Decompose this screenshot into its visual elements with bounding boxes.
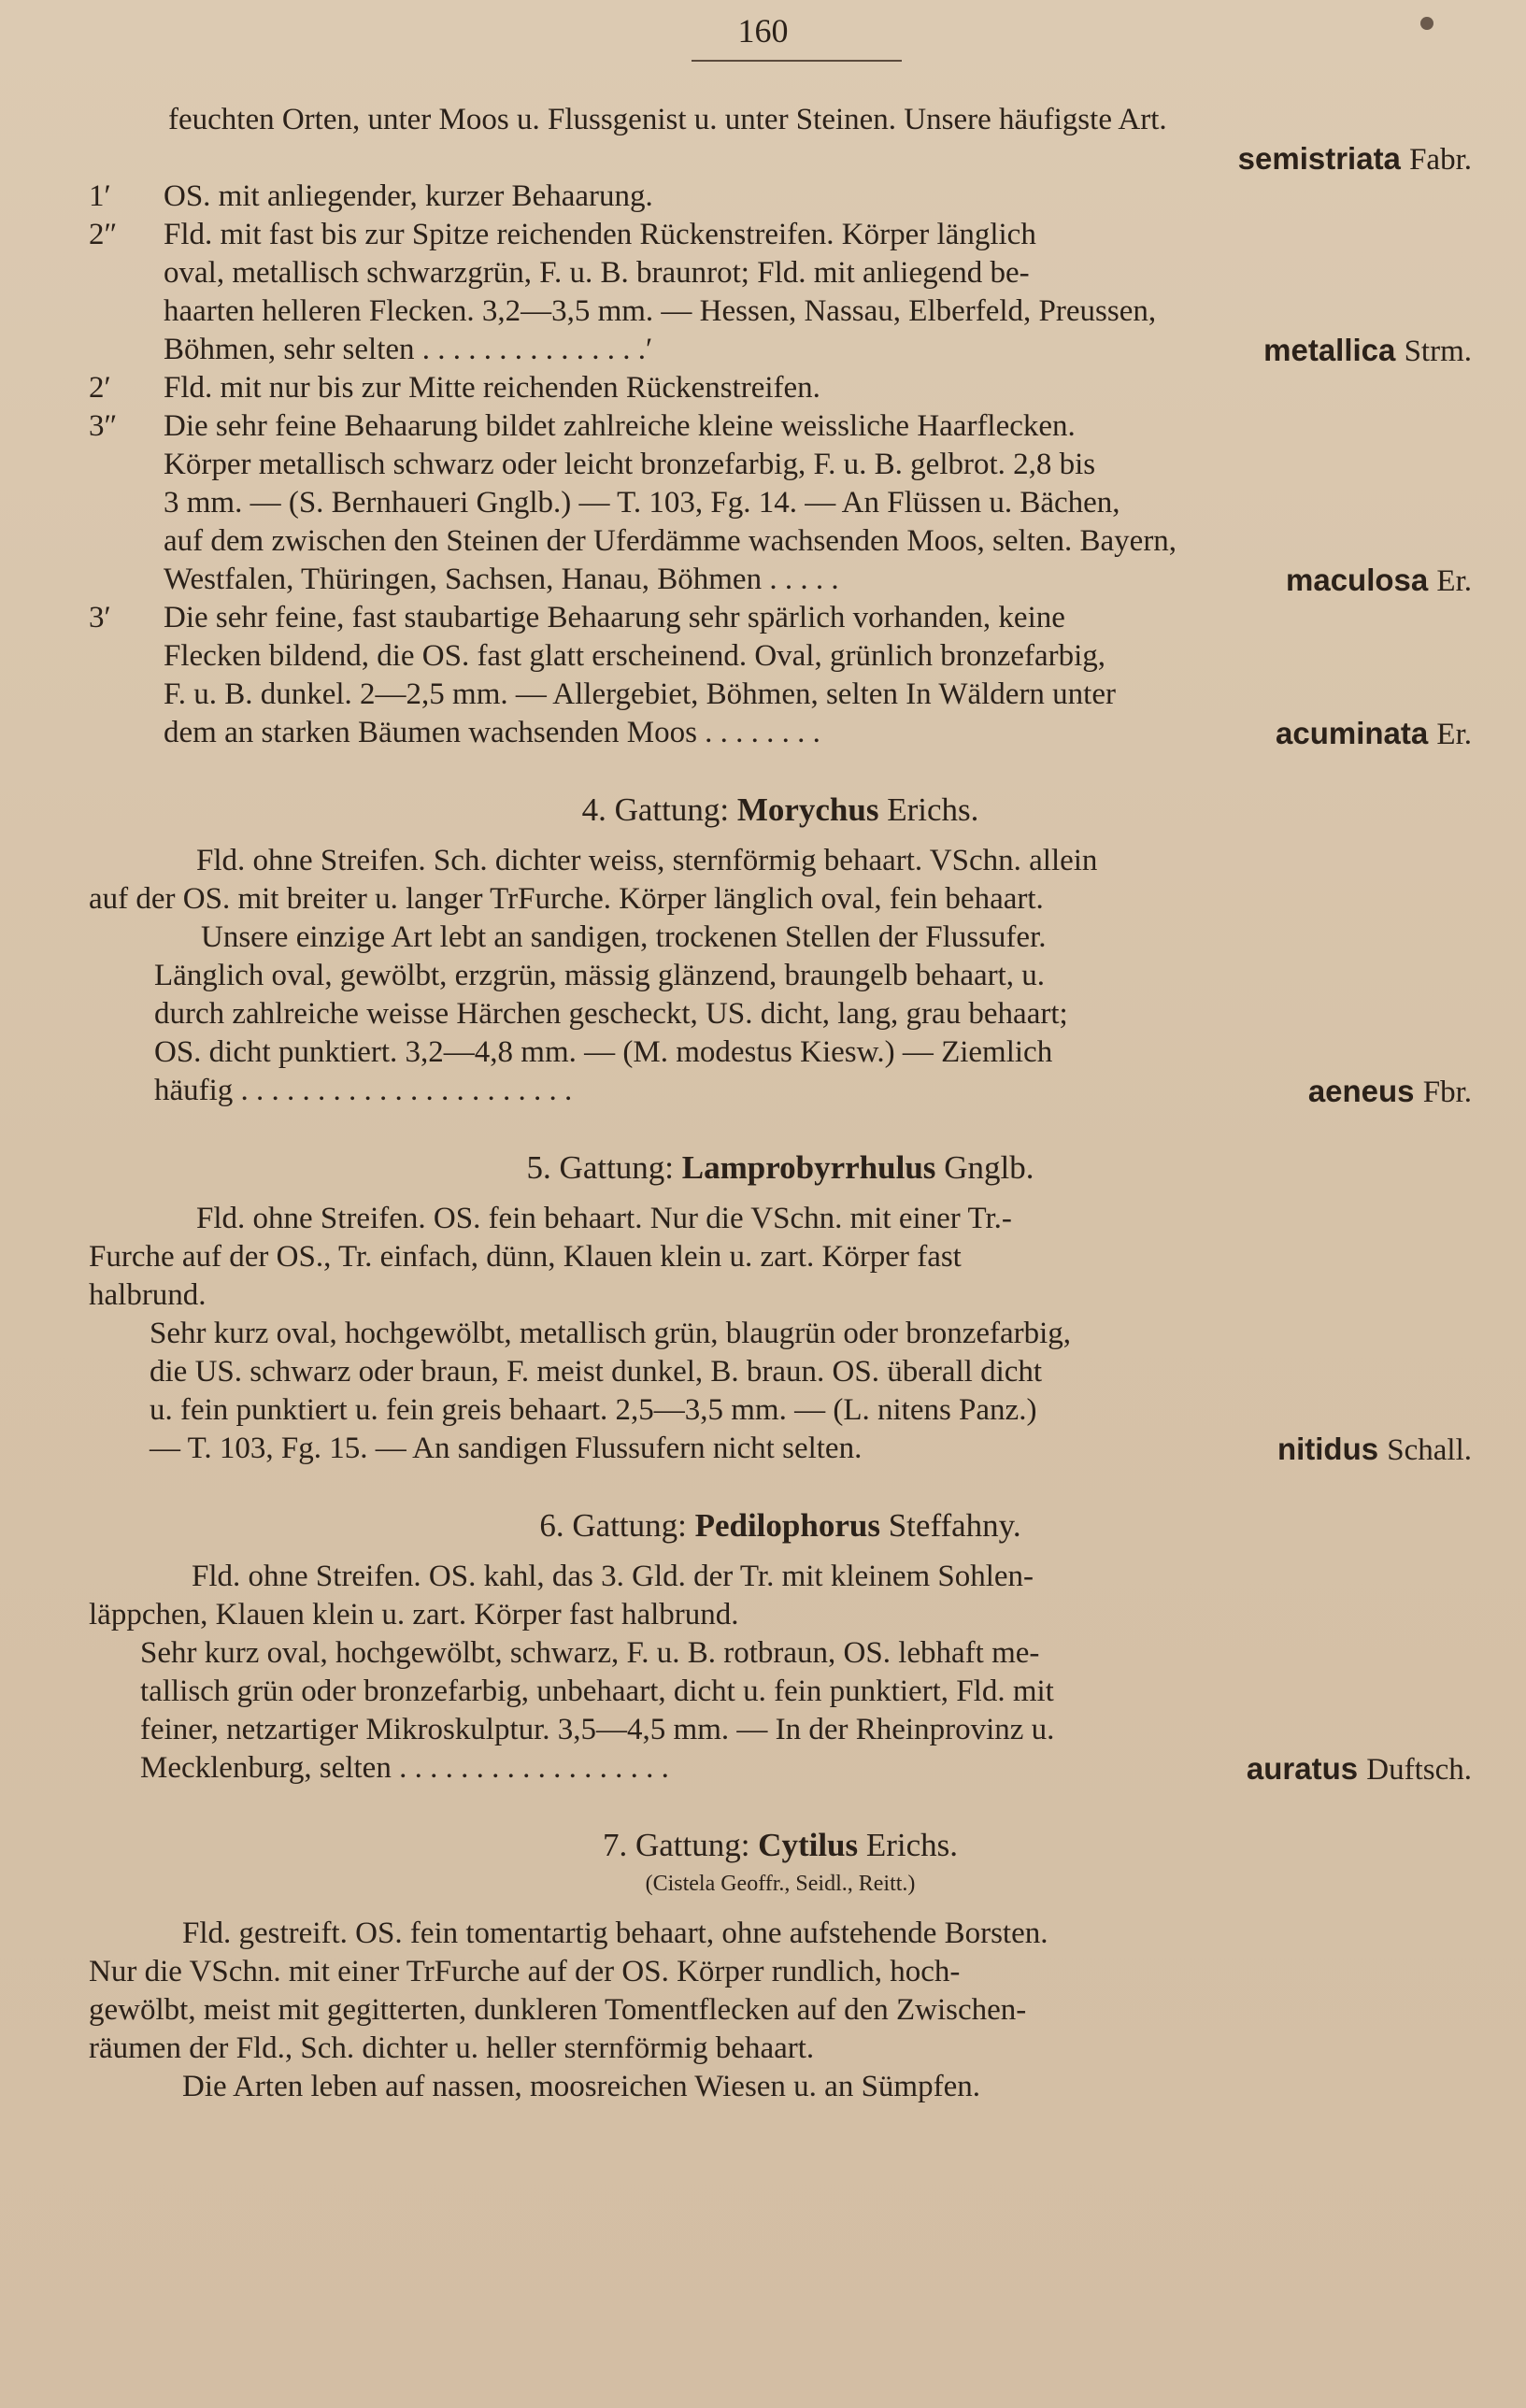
key-line: 2′ Fld. mit nur bis zur Mitte reichenden Rückenstreifen.	[89, 369, 1472, 407]
species-name: nitidus Schall.	[1276, 1432, 1472, 1467]
text-line: OS. dicht punktiert. 3,2—4,8 mm. — (M. modestus Kiesw.) — Ziemlich	[154, 1035, 1053, 1069]
text-line: Fld. gestreift. OS. fein tomentartig behaart, ohne aufstehende Borsten.	[182, 1916, 1048, 1950]
key-marker: 2′	[89, 371, 111, 405]
key-line: 1′ OS. mit anliegender, kurzer Behaarung.	[89, 178, 1472, 216]
text-line: Mecklenburg, selten . . . . . . . . . . . . . . . . . . auratus Duftsch.	[89, 1749, 1472, 1788]
species-line	[89, 139, 1472, 178]
key-marker: 1′	[89, 179, 111, 213]
text-line: F. u. B. dunkel. 2—2,5 mm. — Allergebiet, Böhmen, selten In Wäldern unter	[164, 677, 1116, 711]
text-line: feuchten Orten, unter Moos u. Flussgenist u. unter Steinen. Unsere häufigste Art.	[168, 103, 1167, 136]
species-name: aeneus Fbr.	[1307, 1074, 1472, 1109]
paper-spot	[1420, 17, 1433, 30]
text-line: Fld. ohne Streifen. Sch. dichter weiss, sternförmig behaart. VSchn. allein	[196, 844, 1098, 877]
text-line: läppchen, Klauen klein u. zart. Körper fast halbrund.	[89, 1598, 739, 1631]
key-marker: 3′	[89, 601, 111, 634]
genus-heading: 6. Gattung: Pedilophorus Steffahny.	[539, 1507, 1021, 1544]
text-line: die US. schwarz oder braun, F. meist dunkel, B. braun. OS. überall dicht	[150, 1355, 1043, 1389]
species-name: auratus Duftsch.	[1246, 1751, 1472, 1787]
text-line: Fld. ohne Streifen. OS. fein behaart. Nur die VSchn. mit einer Tr.-	[196, 1202, 1012, 1235]
text-line: durch zahlreiche weisse Härchen gescheckt, US. dicht, lang, grau behaart;	[154, 997, 1068, 1031]
text-line: Böhmen, sehr selten . . . . . . . . . . . . . . .′ metallica Strm.	[89, 331, 1472, 369]
genus-heading: 7. Gattung: Cytilus Erichs.	[602, 1827, 959, 1863]
text-line: Nur die VSchn. mit einer TrFurche auf der OS. Körper rundlich, hoch-	[89, 1955, 961, 1988]
text-line: häufig . . . . . . . . . . . . . . . . . . . . . . aeneus Fbr.	[89, 1072, 1472, 1110]
text-line: feiner, netzartiger Mikroskulptur. 3,5—4,5 mm. — In der Rheinprovinz u.	[140, 1713, 1055, 1746]
species-name: acuminata Er.	[1276, 716, 1472, 751]
key-line: 3′ Die sehr feine, fast staubartige Behaarung sehr spärlich vorhanden, keine	[89, 599, 1472, 637]
species-name: metallica Strm.	[1263, 333, 1472, 368]
text-line: Die Arten leben auf nassen, moosreichen Wiesen u. an Sümpfen.	[182, 2070, 980, 2103]
page-content	[89, 101, 1472, 2106]
species-name: semistriata Fabr.	[1237, 141, 1472, 177]
text-line: Unsere einzige Art lebt an sandigen, trockenen Stellen der Flussufer.	[201, 920, 1047, 954]
key-marker: 2″	[89, 218, 118, 251]
text-line: haarten helleren Flecken. 3,2—3,5 mm. — Hessen, Nassau, Elberfeld, Preussen,	[164, 294, 1157, 328]
text-line: räumen der Fld., Sch. dichter u. heller sternförmig behaart.	[89, 2031, 815, 2065]
header-rule	[692, 60, 902, 62]
text-line: tallisch grün oder bronzefarbig, unbehaart, dicht u. fein punktiert, Fld. mit	[140, 1674, 1054, 1708]
genus-heading: 4. Gattung: Morychus Erichs.	[581, 791, 979, 828]
text-line: — T. 103, Fg. 15. — An sandigen Flussufern nicht selten. nitidus Schall.	[89, 1430, 1472, 1468]
text-line: Fld. ohne Streifen. OS. kahl, das 3. Gld. der Tr. mit kleinem Sohlen-	[192, 1560, 1034, 1593]
text-line: gewölbt, meist mit gegitterten, dunkleren Tomentflecken auf den Zwischen-	[89, 1993, 1027, 2027]
text-line: Sehr kurz oval, hochgewölbt, metallisch grün, blaugrün oder bronzefarbig,	[150, 1317, 1072, 1350]
species-name: maculosa Er.	[1286, 563, 1472, 598]
text-line: Furche auf der OS., Tr. einfach, dünn, Klauen klein u. zart. Körper fast	[89, 1240, 962, 1274]
key-marker: 3″	[89, 409, 118, 443]
text-line: oval, metallisch schwarzgrün, F. u. B. braunrot; Fld. mit anliegend be-	[164, 256, 1030, 290]
page-number: 160	[737, 12, 789, 50]
text-line: auf dem zwischen den Steinen der Uferdämme wachsenden Moos, selten. Bayern,	[164, 524, 1177, 558]
text-line: auf der OS. mit breiter u. langer TrFurche. Körper länglich oval, fein behaart.	[89, 882, 1044, 916]
text-line: halbrund.	[89, 1278, 207, 1312]
text-line: Sehr kurz oval, hochgewölbt, schwarz, F. u. B. rotbraun, OS. lebhaft me-	[140, 1636, 1040, 1670]
key-line: 2″ Fld. mit fast bis zur Spitze reichenden Rückenstreifen. Körper länglich	[89, 216, 1472, 254]
text-line: Flecken bildend, die OS. fast glatt erscheinend. Oval, grünlich bronzefarbig,	[164, 639, 1106, 673]
genus-synonyms: (Cistela Geoffr., Seidl., Reitt.)	[645, 1872, 916, 1896]
text-line: 3 mm. — (S. Bernhaueri Gnglb.) — T. 103, Fg. 14. — An Flüssen u. Bächen,	[164, 486, 1120, 520]
text-line: Länglich oval, gewölbt, erzgrün, mässig glänzend, braungelb behaart, u.	[154, 959, 1046, 992]
text-line: u. fein punktiert u. fein greis behaart. 2,5—3,5 mm. — (L. nitens Panz.)	[150, 1393, 1037, 1427]
text-line: Westfalen, Thüringen, Sachsen, Hanau, Böhmen . . . . . maculosa Er.	[89, 561, 1472, 599]
text-line: Körper metallisch schwarz oder leicht bronzefarbig, F. u. B. gelbrot. 2,8 bis	[164, 448, 1096, 481]
key-line: 3″ Die sehr feine Behaarung bildet zahlreiche kleine weissliche Haarflecken.	[89, 407, 1472, 446]
text-line: dem an starken Bäumen wachsenden Moos . . . . . . . . acuminata Er.	[89, 714, 1472, 752]
genus-heading: 5. Gattung: Lamprobyrrhulus Gnglb.	[526, 1149, 1034, 1186]
